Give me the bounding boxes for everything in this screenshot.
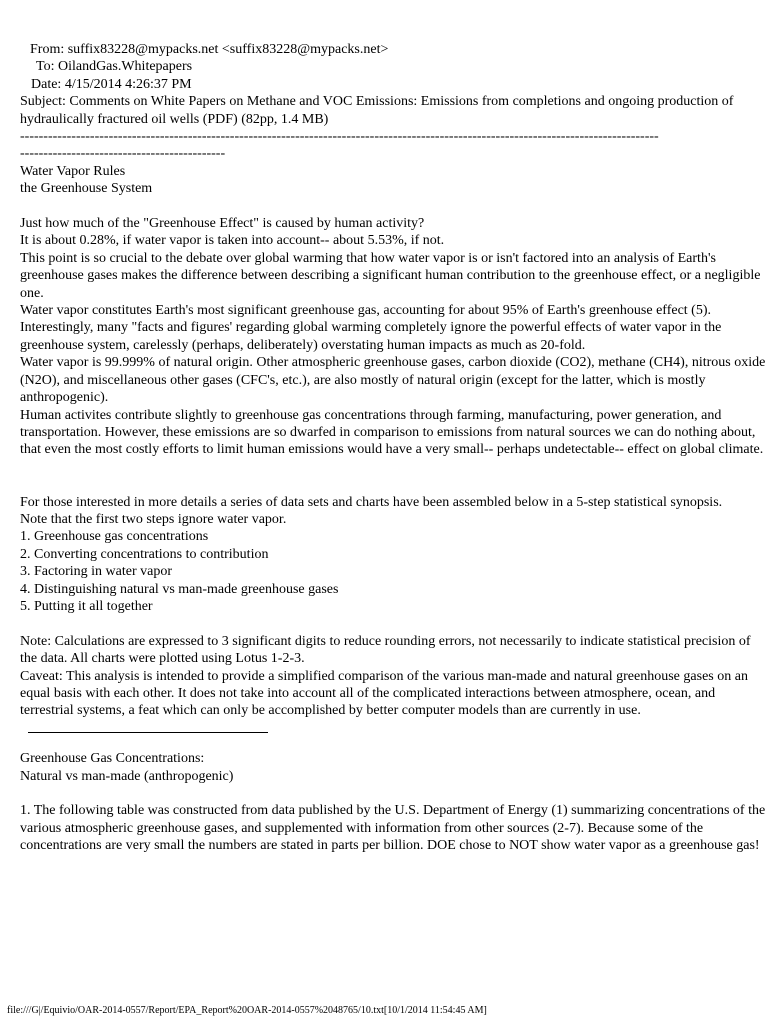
paragraph: Water vapor is 99.999% of natural origin. Other atmospheric greenhouse gases, carbon dioxide (CO2), methane (CH4), nitrous oxide (N2O), and miscellaneous other gases (CFC's, etc.), are also mostly of natural origin (except for the latter, which is mostly anthropogenic). [20,355,766,406]
list-item: 3. Factoring in water vapor [20,564,173,580]
spacer [20,785,768,802]
spacer [20,198,768,215]
section-title: Greenhouse Gas Concentrations: [20,751,205,767]
spacer [20,733,768,750]
list-item: 1. Greenhouse gas concentrations [20,529,209,545]
list-item: 4. Distinguishing natural vs man-made greenhouse gases [20,581,339,597]
document-body [20,41,768,855]
spacer [20,615,768,632]
email-to: To: OilandGas.Whitepapers [36,59,193,75]
email-date: Date: 4/15/2014 4:26:37 PM [31,76,192,92]
dash-separator-1: ----------------------------------------------------------------------------------------------------------------------------------------- [20,129,659,145]
paragraph: Human activites contribute slightly to greenhouse gas concentrations through farming, manufacturing, power generation, and transportation. However, these emissions are so dwarfed in comparison to emissions from natural sources we can do nothing about, that even the most costly efforts to limit human emissions would have a very small-- perhaps undetectable-- effect on global climate. [20,407,764,458]
paragraph: Water vapor constitutes Earth's most significant greenhouse gas, accounting for about 95% of Earth's greenhouse effect (5). Interestingly, many "facts and figures' regarding global warming completely ignore the powerful effects of water vapor in the greenhouse system, carelessly (perhaps, deliberately) overstating human impacts as much as 20-fold. [20,303,722,353]
list-item: 5. Putting it all together [20,598,153,614]
email-from: From: suffix83228@mypacks.net <suffix83228@mypacks.net> [30,42,389,57]
file-path-footer: file:///G|/Equivio/OAR-2014-0557/Report/EPA_Report%20OAR-2014-0557%2048765/10.txt[10/1/2014 11:54:45 AM] [7,1005,487,1016]
paragraph: For those interested in more details a series of data sets and charts have been assembled below in a 5-step statistical synopsis. [20,494,723,510]
section-title: Water Vapor Rules [20,163,126,179]
paragraph: Just how much of the "Greenhouse Effect" is caused by human activity? [20,216,425,232]
paragraph: It is about 0.28%, if water vapor is taken into account-- about 5.53%, if not. [20,233,445,249]
paragraph: Note: Calculations are expressed to 3 significant digits to reduce rounding errors, not necessarily to indicate statistical precision of the data. All charts were plotted using Lotus 1-2-3. [20,633,751,667]
paragraph: This point is so crucial to the debate over global warming that how water vapor is or isn't factored into an analysis of Earth's greenhouse gases makes the difference between describing a significant human contribution to the greenhouse effect, or a negligible one. [20,250,761,301]
dash-separator-2: -------------------------------------------- [20,146,226,162]
section-subtitle: Natural vs man-made (anthropogenic) [20,768,234,784]
paragraph: Note that the first two steps ignore water vapor. [20,511,287,527]
list-item: 2. Converting concentrations to contribution [20,546,269,562]
paragraph: Caveat: This analysis is intended to provide a simplified comparison of the various man-made and natural greenhouse gases on an equal basis with each other. It does not take into account all of the complicated interactions between atmosphere, ocean, and terrestrial systems, a feat which can only be accomplished by better computer models than are currently in use. [20,668,748,719]
spacer [20,459,768,494]
section-subtitle: the Greenhouse System [20,181,153,197]
paragraph: 1. The following table was constructed from data published by the U.S. Department of Energy (1) summarizing concentrations of the various atmospheric greenhouse gases, and supplemented with information from other sources (2-7). Because some of the concentrations are very small the numbers are stated in parts per billion. DOE chose to NOT show water vapor as a greenhouse gas! [20,803,766,854]
email-subject: Subject: Comments on White Papers on Methane and VOC Emissions: Emissions from completions and ongoing production of hydraulically fractured oil wells (PDF) (82pp, 1.4 MB) [20,94,734,127]
